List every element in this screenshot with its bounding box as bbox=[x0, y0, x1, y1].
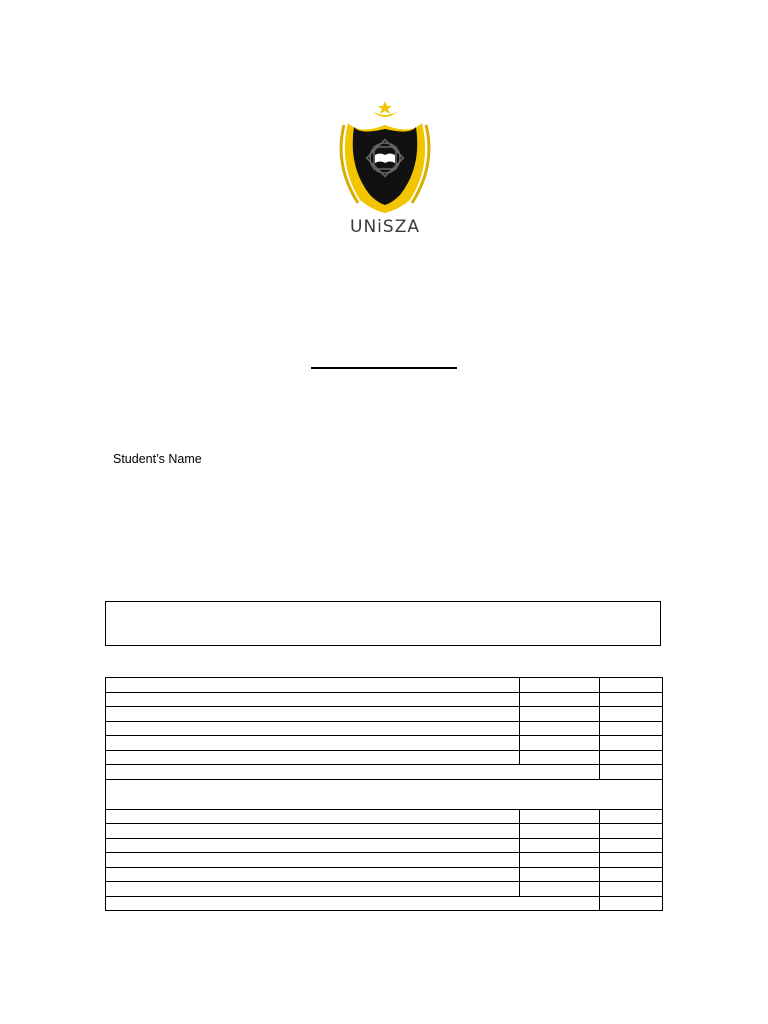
title-underline bbox=[311, 367, 457, 369]
table-cell bbox=[106, 779, 663, 809]
table-row bbox=[106, 882, 663, 897]
table-cell bbox=[106, 736, 520, 751]
table-cell bbox=[600, 721, 663, 736]
table-row-total bbox=[106, 896, 663, 911]
table-cell bbox=[106, 809, 520, 824]
table-row bbox=[106, 750, 663, 765]
logo-wordmark: UNiSZA bbox=[350, 217, 420, 237]
table-cell bbox=[520, 838, 600, 853]
table-cell bbox=[520, 809, 600, 824]
table-row bbox=[106, 678, 663, 693]
table-cell bbox=[106, 882, 520, 897]
table-cell bbox=[600, 809, 663, 824]
table-cell bbox=[600, 736, 663, 751]
table-cell bbox=[520, 853, 600, 868]
table-cell bbox=[600, 678, 663, 693]
table-cell bbox=[106, 896, 600, 911]
table-cell bbox=[600, 896, 663, 911]
university-logo bbox=[330, 95, 440, 247]
table-cell bbox=[106, 838, 520, 853]
table-cell bbox=[600, 750, 663, 765]
table-row bbox=[106, 692, 663, 707]
assessment-table bbox=[105, 677, 663, 911]
table-row bbox=[106, 809, 663, 824]
table-cell bbox=[520, 867, 600, 882]
table-cell bbox=[520, 692, 600, 707]
table-section-band bbox=[106, 779, 663, 809]
student-name-label: Student’s Name bbox=[113, 452, 202, 466]
table-cell bbox=[106, 867, 520, 882]
table-row bbox=[106, 838, 663, 853]
crest-icon bbox=[330, 95, 440, 215]
table-cell bbox=[600, 853, 663, 868]
table-cell bbox=[600, 765, 663, 780]
table-cell bbox=[520, 750, 600, 765]
table-cell bbox=[106, 678, 520, 693]
table-cell bbox=[520, 736, 600, 751]
table-row-total bbox=[106, 765, 663, 780]
info-box bbox=[105, 601, 661, 646]
table-row bbox=[106, 736, 663, 751]
table-cell bbox=[106, 765, 600, 780]
table-cell bbox=[106, 721, 520, 736]
table-cell bbox=[600, 707, 663, 722]
table-row bbox=[106, 707, 663, 722]
table-cell bbox=[106, 692, 520, 707]
table-cell bbox=[600, 692, 663, 707]
table-cell bbox=[600, 882, 663, 897]
table-row bbox=[106, 867, 663, 882]
table-cell bbox=[520, 678, 600, 693]
table-row bbox=[106, 721, 663, 736]
table-cell bbox=[520, 707, 600, 722]
table-cell bbox=[106, 824, 520, 839]
table-row bbox=[106, 853, 663, 868]
table-cell bbox=[600, 867, 663, 882]
table-cell bbox=[520, 882, 600, 897]
table-cell bbox=[600, 838, 663, 853]
table-cell bbox=[600, 824, 663, 839]
table-cell bbox=[106, 707, 520, 722]
table-cell bbox=[106, 853, 520, 868]
table-row bbox=[106, 824, 663, 839]
table-cell bbox=[520, 824, 600, 839]
table-cell bbox=[520, 721, 600, 736]
table-cell bbox=[106, 750, 520, 765]
